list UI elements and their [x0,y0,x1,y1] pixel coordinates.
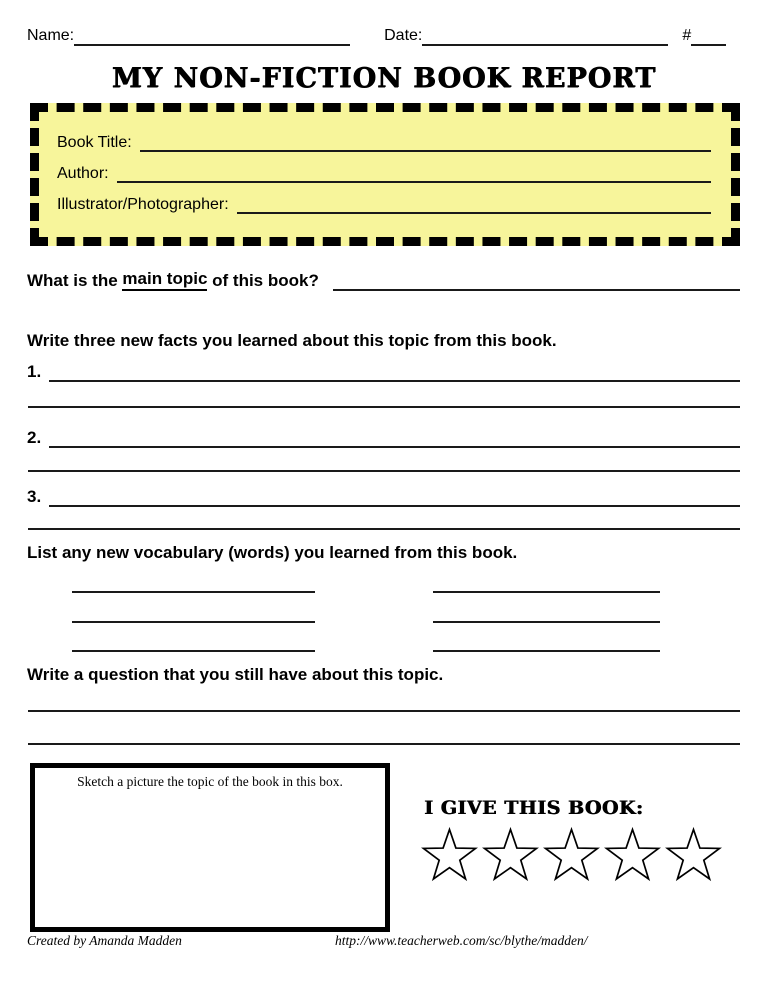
number-label: # [682,27,692,44]
book-title-label: Book Title: [57,134,132,151]
author-label: Author: [57,165,109,182]
fact-1-field-line2[interactable] [28,406,740,408]
name-field[interactable] [74,26,350,46]
page-title: MY NON-FICTION BOOK REPORT [111,63,657,94]
author-field[interactable] [117,157,711,183]
fact-1-field[interactable] [49,360,740,382]
number-field[interactable] [691,26,726,46]
vocab-field-left-1[interactable] [72,591,315,593]
facts-prompt: Write three new facts you learned about this topic from this book. [27,331,557,350]
main-topic-suffix: of this book? [207,271,319,290]
question-prompt: Write a question that you still have about this topic. [27,665,444,684]
star-rating[interactable] [421,824,722,884]
fact-1-number: 1. [27,362,42,381]
main-topic-prefix: What is the [27,271,123,290]
book-info-box [30,103,740,246]
star-icon[interactable] [482,824,539,884]
fact-3-field-line2[interactable] [28,528,740,530]
vocab-field-left-2[interactable] [72,621,315,623]
question-field-line2[interactable] [28,743,740,745]
vocab-field-right-2[interactable] [433,621,660,623]
vocab-field-right-3[interactable] [433,650,660,652]
footer-url[interactable]: http://www.teacherweb.com/sc/blythe/madden/ [335,933,588,948]
vocabulary-prompt: List any new vocabulary (words) you learned from this book. [27,543,518,562]
book-title-row [57,121,711,152]
name-label: Name: [27,27,75,44]
author-row [57,152,711,183]
fact-3-number: 3. [27,487,42,506]
star-icon[interactable] [543,824,600,884]
vocab-field-right-1[interactable] [433,591,660,593]
fact-2-number: 2. [27,428,42,447]
main-topic-field[interactable] [333,269,740,291]
illustrator-field[interactable] [237,188,711,214]
sketch-box[interactable] [30,763,390,932]
main-topic-row [27,269,740,291]
date-label: Date: [384,27,423,44]
fact-2-field[interactable] [49,426,740,448]
rating-label: I GIVE THIS BOOK: [424,797,644,819]
star-icon[interactable] [665,824,722,884]
fact-3-row [27,485,740,507]
star-icon[interactable] [421,824,478,884]
book-title-field[interactable] [140,126,711,152]
question-field-line1[interactable] [28,710,740,712]
vocab-field-left-3[interactable] [72,650,315,652]
illustrator-row [57,183,711,214]
fact-3-field[interactable] [49,485,740,507]
illustrator-label: Illustrator/Photographer: [57,196,229,213]
sketch-caption: Sketch a picture the topic of the book in this box. [77,774,343,789]
main-topic-underlined: main topic [122,269,207,291]
header-row [27,26,740,46]
fact-2-field-line2[interactable] [28,470,740,472]
footer-credit: Created by Amanda Madden [27,933,182,948]
fact-1-row [27,360,740,382]
fact-2-row [27,426,740,448]
star-icon[interactable] [604,824,661,884]
date-field[interactable] [422,26,668,46]
